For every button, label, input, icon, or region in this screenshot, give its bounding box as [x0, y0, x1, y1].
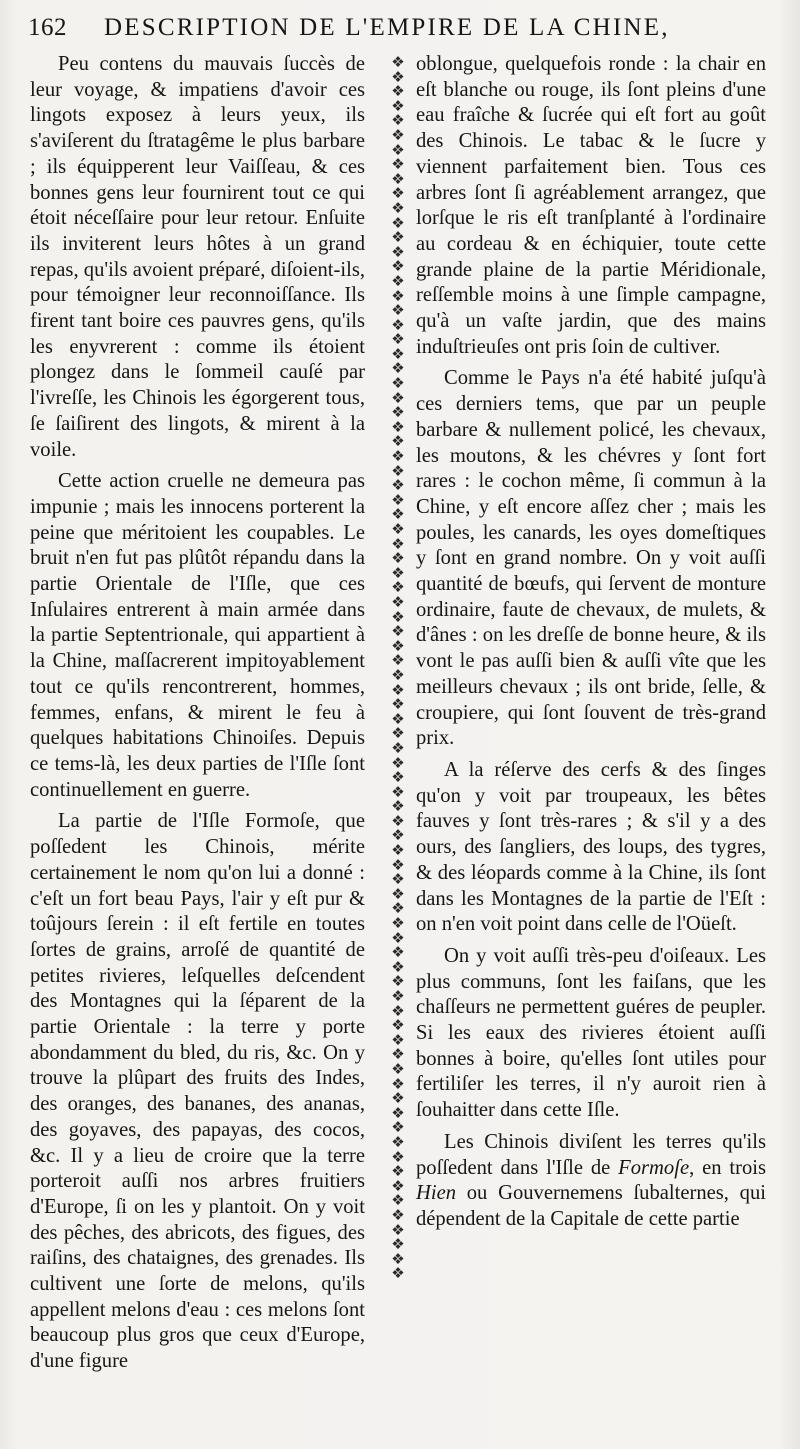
paragraph	[416, 1130, 766, 1233]
ornament-icon: ❖	[391, 870, 405, 889]
ornament-icon: ❖	[391, 1235, 405, 1254]
ornament-icon: ❖	[391, 242, 405, 261]
ornament-icon: ❖	[391, 403, 405, 422]
ornament-icon: ❖	[391, 943, 405, 962]
paragraph: On y voit auſſi très-peu d'oiſeaux. Les plus communs, ſont les faiſans, que les chaſſeurs ne permettent guéres de peupler. Si les eaux des rivieres étoient auſſi bonnes à boire, qu'elles ſont utiles pour fertiliſer les terres, il n'y auroit rien à ſouhaitter dans cette Iſle.	[416, 944, 766, 1122]
ornament-icon: ❖	[391, 388, 405, 407]
ornament-icon: ❖	[391, 505, 405, 524]
ornament-icon: ❖	[391, 914, 405, 933]
ornament-icon: ❖	[391, 1205, 405, 1224]
ornament-icon: ❖	[391, 1074, 405, 1093]
paragraph-text: Les Chinois diviſent les terres qu'ils poſſedent dans l'Iſle de	[416, 1130, 766, 1179]
ornament-icon: ❖	[391, 1220, 405, 1239]
ornament-icon: ❖	[391, 855, 405, 874]
ornament-icon: ❖	[391, 753, 405, 772]
ornament-icon: ❖	[391, 476, 405, 495]
ornament-icon: ❖	[391, 55, 405, 71]
ornament-icon: ❖	[391, 549, 405, 568]
ornament-icon: ❖	[391, 592, 405, 611]
ornament-icon: ❖	[391, 520, 405, 538]
ornament-icon: ❖	[391, 198, 405, 217]
ornament-icon: ❖	[391, 1016, 405, 1035]
ornament-icon: ❖	[391, 768, 405, 787]
ornament-icon: ❖	[391, 1089, 405, 1108]
ornament-icon: ❖	[391, 140, 405, 159]
ornament-icon: ❖	[391, 665, 405, 684]
ornament-icon: ❖	[391, 228, 405, 247]
ornament-icon: ❖	[391, 490, 405, 509]
ornament-icon: ❖	[391, 461, 405, 480]
ornament-icon: ❖	[391, 738, 405, 757]
ornament-icon: ❖	[391, 432, 405, 451]
right-column	[416, 52, 766, 1233]
running-title: DESCRIPTION DE L'EMPIRE DE LA CHINE,	[104, 14, 670, 41]
ornament-icon: ❖	[391, 826, 405, 845]
ornament-icon: ❖	[391, 315, 405, 334]
ornament-icon: ❖	[391, 957, 405, 976]
left-column	[30, 52, 365, 1375]
ornament-icon: ❖	[391, 1059, 405, 1078]
ornament-icon: ❖	[391, 534, 405, 553]
ornament-icon: ❖	[391, 680, 405, 699]
column-separator-ornament	[386, 55, 410, 1285]
ornament-icon: ❖	[391, 330, 405, 349]
ornament-icon: ❖	[391, 257, 405, 276]
ornament-icon: ❖	[391, 344, 405, 363]
ornament-icon: ❖	[391, 213, 405, 232]
ornament-icon: ❖	[391, 96, 405, 115]
ornament-icon: ❖	[391, 1001, 405, 1020]
page-number: 162	[28, 14, 67, 41]
ornament-icon: ❖	[391, 899, 405, 918]
ornament-icon: ❖	[391, 724, 405, 743]
ornament-icon: ❖	[391, 271, 405, 290]
paragraph: La partie de l'Iſle Formoſe, que poſſedent les Chinois, mérite certainement le nom qu'on lui a donné : c'eſt un fort beau Pays, l'air y eſt pur & toûjours ſerein : il eſt fertile en toutes ſortes de grains, arroſé de quantité de petites rivieres, leſquelles deſcendent des Montagnes qui la ſéparent de la partie Orientale : la terre y porte abondamment du bled, du ris, &c. On y trouve la plûpart des fruits des Indes, des oranges, des bananes, des ananas, des goyaves, des papayas, des cocos, &c. Il y a lieu de croire que la terre porteroit auſſi nos arbres fruitiers d'Europe, ſi on les y plantoit. On y voit des pêches, des abricots, des figues, des raiſins, des chataignes, des grenades. Ils cultivent une ſorte de melons, qu'ils appellent melons d'eau : ces melons ſont beaucoup plus gros que ceux d'Europe, d'une figure	[30, 810, 365, 1373]
ornament-icon: ❖	[391, 578, 405, 597]
ornament-icon: ❖	[391, 82, 405, 101]
paragraph-text: ou Gouvernemens ſubalternes, qui dépendent de la Capitale de cette partie	[416, 1182, 766, 1230]
ornament-icon: ❖	[391, 928, 405, 947]
paragraph: Cette action cruelle ne demeura pas impunie ; mais les innocens porterent la peine que méritoient les coupables. Le bruit n'en fut pas plûtôt répandu dans la partie Orientale de l'Iſle, que ces Inſulaires entrerent à main armée dans la partie Septentrionale, qui appartient à la Chine, maſſacrerent impitoyablement tout ce qu'ils rencontrerent, hommes, femmes, enfans, & mirent le feu à quelques habitations Chinoiſes. Depuis ce tems-là, les deux parties de l'Iſle ſont continuellement en guerre.	[30, 470, 365, 801]
ornament-icon: ❖	[391, 651, 405, 670]
ornament-icon: ❖	[391, 607, 405, 626]
ornament-icon: ❖	[391, 447, 405, 466]
paragraph-text: , en trois	[689, 1156, 767, 1179]
ornament-icon: ❖	[391, 1103, 405, 1122]
ornament-icon: ❖	[391, 374, 405, 393]
ornament-icon: ❖	[391, 987, 405, 1005]
ornament-icon: ❖	[391, 184, 405, 203]
page-header	[26, 10, 786, 50]
ornament-icon: ❖	[391, 782, 405, 801]
ornament-icon: ❖	[391, 1132, 405, 1151]
ornament-icon: ❖	[391, 286, 405, 305]
ornament-icon: ❖	[391, 169, 405, 188]
ornament-icon: ❖	[391, 695, 405, 714]
ornament-icon: ❖	[391, 972, 405, 991]
ornament-icon: ❖	[391, 622, 405, 641]
ornament-icon: ❖	[391, 1191, 405, 1210]
ornament-icon: ❖	[391, 1045, 405, 1064]
ornament-icon: ❖	[391, 709, 405, 728]
ornament-icon: ❖	[391, 1162, 405, 1181]
ornament-icon: ❖	[391, 111, 405, 130]
ornament-icon: ❖	[391, 1176, 405, 1195]
ornament-icon: ❖	[391, 1030, 405, 1049]
ornament-icon: ❖	[391, 301, 405, 320]
ornament-icon: ❖	[391, 563, 405, 582]
ornament-icon: ❖	[391, 67, 405, 86]
ornament-icon: ❖	[391, 797, 405, 816]
paragraph: A la réſerve des cerfs & des ſinges qu'on y voit par troupeaux, les bêtes fauves y ſont très-rares ; & s'il y a des ours, des ſangliers, des loups, des tygres, & des léopards comme à la Chine, ils ſont dans les Montagnes de la partie de l'Eſt : on n'en voit point dans celle de l'Oüeſt.	[416, 758, 766, 936]
paragraph: Comme le Pays n'a été habité juſqu'à ces derniers tems, que par un peuple barbare & nullement policé, les chevaux, les moutons, & les chévres y ſont fort rares : le cochon même, ſi commun à la Chine, y eſt encore aſſez cher ; mais les poules, les canards, les oyes domeſtiques y ſont en grand nombre. On y voit auſſi quantité de bœufs, qui ſervent de monture ordinaire, faute de chevaux, de mulets, & d'ânes : on les dreſſe de bonne heure, & ils vont le pas auſſi bien & auſſi vîte que les meilleurs chevaux ; ils ont bride, ſelle, & croupiere, qui ſont ſouvent de très-grand prix.	[416, 367, 766, 750]
ornament-icon: ❖	[391, 841, 405, 860]
paragraph: Peu contens du mauvais ſuccès de leur voyage, & impatiens d'avoir ces lingots exposez à leurs yeux, ils s'aviſerent du ſtratagême le plus barbare ; ils équipperent leur Vaiſſeau, & ces bonnes gens leur fournirent tout ce qui étoit néceſſaire pour leur retour. Enſuite ils inviterent leurs hôtes à un grand repas, qu'ils avoient préparé, diſoient-ils, pour témoigner leur reconnoiſſance. Ils firent tant boire ces pauvres gens, qu'ils les enyvrerent : comme ils étoient plongez dans le ſommeil cauſé par l'ivreſſe, les Chinois les égorgerent tous, ſe ſaiſirent des lingots, & mirent à la voile.	[30, 53, 365, 461]
ornament-icon: ❖	[391, 417, 405, 436]
ornament-icon: ❖	[391, 884, 405, 903]
ornament-icon: ❖	[391, 636, 405, 655]
ornament-icon: ❖	[391, 811, 405, 830]
paragraph: oblongue, quelquefois ronde : la chair en eſt blanche ou rouge, ils ſont pleins d'une eau fraîche & ſucrée qui eſt fort au goût des Chinois. Le tabac & le ſucre y viennent parfaitement bien. Tous ces arbres ſont ſi agréablement arrangez, que lorſque le ris eſt tranſplanté à l'ordinaire au cordeau & en échiquier, toute cette grande plaine de la partie Méridionale, reſſemble moins à une ſimple campagne, qu'à un vaſte jardin, que des mains induſtrieuſes ont pris ſoin de cultiver.	[416, 53, 766, 358]
ornament-icon: ❖	[391, 1249, 405, 1268]
term-hien: Hien	[416, 1182, 457, 1205]
place-name-formose: Formoſe	[618, 1156, 690, 1179]
ornament-icon: ❖	[391, 359, 405, 378]
ornament-icon: ❖	[391, 155, 405, 174]
ornament-icon: ❖	[391, 1264, 405, 1283]
ornament-icon: ❖	[391, 1118, 405, 1137]
ornament-icon: ❖	[391, 125, 405, 144]
ornament-icon: ❖	[391, 1147, 405, 1166]
